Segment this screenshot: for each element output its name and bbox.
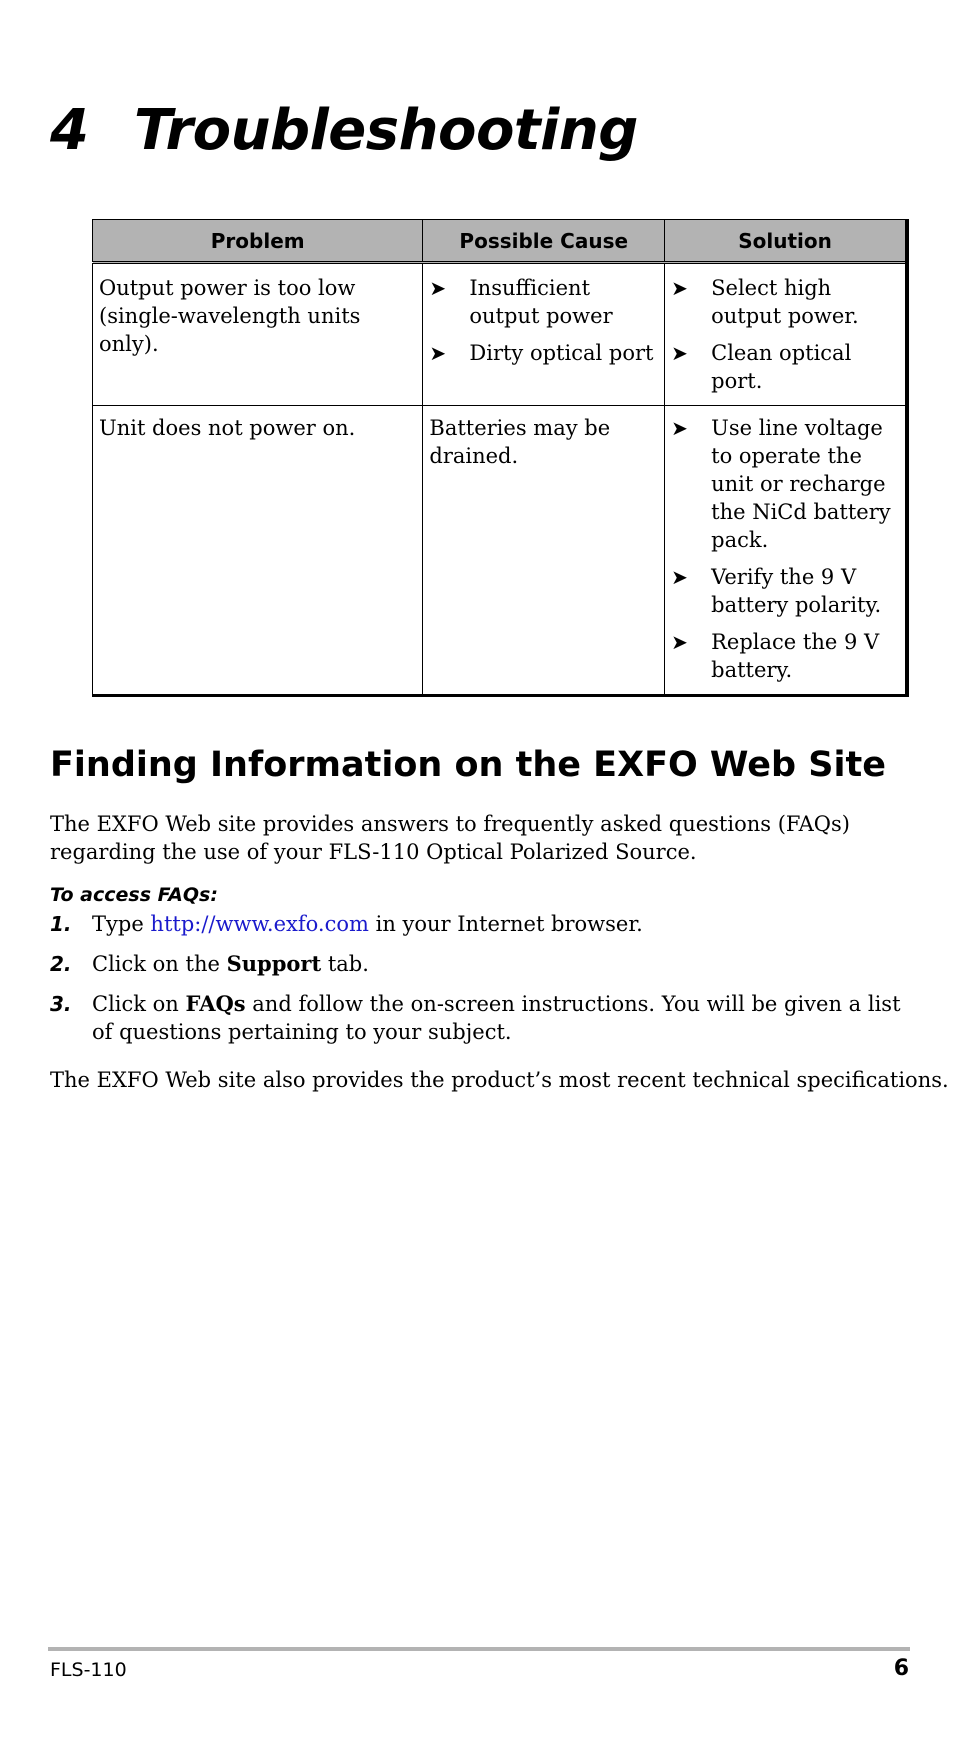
cause-text: Dirty optical port <box>469 341 654 365</box>
table-row <box>93 263 908 406</box>
step-text-pre: Click on <box>92 992 186 1016</box>
header-problem: Problem <box>93 220 423 263</box>
step-number: 2. <box>50 952 72 976</box>
arrow-bullet-icon: ➤ <box>671 565 688 589</box>
step-text <box>92 990 920 1046</box>
step-text-post: tab. <box>321 952 369 976</box>
problem-cell: Output power is too low (single-wavelength units only). <box>93 263 423 406</box>
solution-text: Clean optical port. <box>711 341 852 393</box>
cause-cell: Batteries may be drained. <box>423 406 665 696</box>
bullet-item <box>671 628 899 684</box>
solution-text: Replace the 9 V battery. <box>711 630 880 682</box>
header-solution: Solution <box>665 220 907 263</box>
step-item <box>50 910 920 938</box>
chapter-title-text: Troubleshooting <box>134 98 638 163</box>
arrow-bullet-icon: ➤ <box>671 341 688 365</box>
table-header-row <box>93 220 908 263</box>
step-text <box>92 910 643 938</box>
procedure-heading: To access FAQs: <box>50 884 218 906</box>
footer-divider <box>48 1647 910 1651</box>
footer-page-number: 6 <box>893 1656 909 1681</box>
bullet-item <box>671 339 899 395</box>
arrow-bullet-icon: ➤ <box>671 416 688 440</box>
solution-cell <box>665 406 907 696</box>
header-possible-cause: Possible Cause <box>423 220 665 263</box>
footer-product-name: FLS-110 <box>50 1659 127 1681</box>
chapter-title <box>50 100 638 162</box>
step-number: 1. <box>50 912 72 936</box>
step-text <box>92 950 369 978</box>
solution-text: Use line voltage to operate the unit or recharge the NiCd battery pack. <box>711 416 891 552</box>
support-tab-term: Support <box>226 951 322 976</box>
step-item <box>50 990 920 1046</box>
bullet-item <box>671 563 899 619</box>
arrow-bullet-icon: ➤ <box>429 276 447 300</box>
solution-text: Select high output power. <box>711 276 859 328</box>
step-number: 3. <box>50 992 72 1016</box>
problem-cell: Unit does not power on. <box>93 406 423 696</box>
step-text-post: and follow the on-screen instructions. You will be given a list of questions pertaining to your subject. <box>92 992 901 1044</box>
arrow-bullet-icon: ➤ <box>671 276 688 300</box>
solution-cell <box>665 263 907 406</box>
step-text-post: in your Internet browser. <box>368 912 643 936</box>
faqs-term: FAQs <box>185 991 246 1016</box>
troubleshooting-table <box>92 219 909 697</box>
bullet-item <box>671 414 899 554</box>
outro-paragraph: The EXFO Web site also provides the product’s most recent technical specifications. <box>50 1068 949 1092</box>
arrow-bullet-icon: ➤ <box>429 341 447 365</box>
step-text-pre: Type <box>92 912 151 936</box>
intro-paragraph: The EXFO Web site provides answers to frequently asked questions (FAQs) regarding the use of your FLS-110 Optical Polarized Source. <box>50 812 850 864</box>
section-title: Finding Information on the EXFO Web Site <box>50 745 886 785</box>
cause-cell <box>423 263 665 406</box>
step-item <box>50 950 920 978</box>
bullet-item <box>429 274 658 330</box>
cause-text: Insufficient output power <box>469 276 613 328</box>
table-row <box>93 406 908 696</box>
exfo-website-link[interactable]: http://www.exfo.com <box>150 912 369 936</box>
arrow-bullet-icon: ➤ <box>671 630 688 654</box>
steps-list <box>50 910 920 1058</box>
step-text-pre: Click on the <box>92 952 227 976</box>
bullet-item <box>671 274 899 330</box>
chapter-number: 4 <box>50 98 89 163</box>
bullet-item <box>429 339 658 367</box>
solution-text: Verify the 9 V battery polarity. <box>711 565 882 617</box>
